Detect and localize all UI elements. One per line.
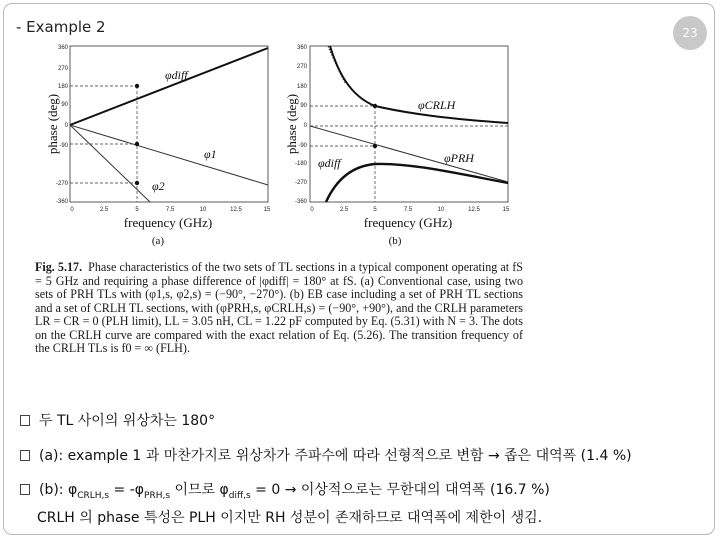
panel-a-phi-diff-curve (70, 48, 268, 125)
panel-b-ytick: 270 (296, 64, 307, 70)
panel-a-ytick: -270 (55, 181, 68, 187)
panel-b-label-phi-diff: φdiff (318, 156, 341, 170)
panel-a-ytick: 180 (57, 84, 68, 90)
panel-b-label-phi-prh: φPRH (444, 151, 474, 165)
panel-a-label-phi2: φ2 (152, 179, 165, 193)
panel-a-dot (135, 142, 139, 146)
panel-a-xtick: 12.5 (230, 207, 242, 213)
panel-b-xtick: 2.5 (339, 207, 349, 213)
panel-b-sublabel: (b) (388, 235, 402, 247)
panel-b-phi-prh-curve (310, 126, 508, 182)
panel-b-ytick: 90 (300, 103, 307, 109)
bullet-text: 두 TL 사이의 위상차는 180° (39, 413, 216, 429)
panel-a-ytick: -360 (55, 199, 68, 205)
panel-a-xtick: 10 (199, 207, 207, 213)
panel-a-xtick: 0 (70, 207, 74, 213)
panel-a-dot (135, 181, 139, 185)
panel-a-xlabel: frequency (GHz) (123, 215, 213, 230)
panel-a-xtick: 15 (263, 207, 271, 213)
panel-a-ytick: 0 (64, 123, 68, 129)
panel-b-ytick: 360 (296, 45, 307, 51)
panel-a-phi2-curve (70, 125, 150, 202)
bullet-text: (a): example 1 과 마찬가지로 위상차가 주파수에 따라 선형적으로 변함 → 좁은 대역폭 (1.4 %) (39, 448, 632, 464)
figure-caption (35, 261, 523, 356)
checkbox-bullet-icon (20, 415, 30, 426)
panel-a (45, 45, 271, 247)
panel-b-ytick: -360 (294, 199, 307, 205)
bullet-text-part: = -φ (109, 482, 145, 498)
bullet-text-part: = 0 → 이상적으로는 무한대의 대역폭 (16.7 %) (250, 482, 550, 498)
bullet-text-part: 이므로 φ (170, 482, 229, 498)
panel-b-xtick: 0 (310, 207, 314, 213)
panel-a-xtick: 7.5 (165, 207, 175, 213)
panel-b-xtick: 10 (437, 207, 445, 213)
page-number-badge: 23 (673, 16, 707, 50)
panel-a-label-phi1: φ1 (204, 147, 217, 161)
panel-b-ytick: -180 (294, 161, 307, 167)
panel-b-ytick: 180 (296, 84, 307, 90)
bullet-text (39, 479, 550, 501)
bullet-item (20, 445, 632, 465)
panel-a-ytick: -90 (59, 143, 68, 149)
panel-b-dot (373, 104, 377, 108)
panel-a-phi1-curve (70, 125, 268, 185)
figure-caption-label: Fig. 5.17. (35, 260, 83, 274)
bullet-text-part: (b): φ (39, 482, 78, 498)
bullet-subscript: diff,s (228, 490, 251, 501)
panel-a-xtick: 2.5 (99, 207, 109, 213)
panel-b-xtick: 5 (373, 207, 377, 213)
phase-characteristics-figure (0, 0, 720, 260)
bullet-item (20, 479, 550, 501)
bullet-subscript: CRLH,s (77, 490, 110, 501)
panel-b-label-phi-crlh: φCRLH (418, 98, 456, 112)
panel-b-xtick: 12.5 (468, 207, 480, 213)
panel-b-ytick: -270 (294, 180, 307, 186)
panel-a-sublabel: (a) (151, 235, 165, 247)
panel-a-label-phi-diff: φdiff (165, 68, 188, 82)
panel-b-phi-diff-curve (326, 164, 508, 202)
panel-a-ytick: 360 (57, 45, 68, 51)
panel-b-dot (373, 144, 377, 148)
panel-b-xtick: 7.5 (403, 207, 413, 213)
panel-b (284, 45, 510, 247)
panel-a-ytick: 270 (57, 66, 68, 72)
panel-b-ytick: 0 (303, 123, 307, 129)
bullet-subscript: PRH,s (144, 490, 171, 501)
panel-a-ylabel: phase (deg) (45, 93, 60, 155)
checkbox-bullet-icon (20, 484, 30, 495)
figure-caption-text: Phase characteristics of the two sets of TL sections in a typical component operating at fS = 5 GHz and requiring a phase difference of |φdiff| = 180° at fS. (a) Conventional case, using two sets of PRH TLs with (φ1,s, φ2,s) = (−90°, −270°). (b) EB case including a set of PRH TL sections and a set of CRLH TL sections, with (φPRH,s, φCRLH,s) = (−90°, +90°), and the CRLH parameters LR = CR = 0 (PLH limit), LL = 3.05 nH, CL = 1.22 pF computed by Eq. (5.31) with N = 3. The dots on the CRLH curve are compared with the exact relation of Eq. (5.26). The transition frequency of the CRLH TLs is f0 = ∞ (FLH). (35, 260, 524, 355)
panel-a-xtick: 5 (135, 207, 139, 213)
panel-b-xtick: 15 (502, 207, 510, 213)
bullet-continuation: CRLH 의 phase 특성은 PLH 이지만 RH 성분이 존재하므로 대역폭에 제한이 생김. (37, 510, 543, 526)
panel-a-dot (135, 84, 139, 88)
panel-b-ytick: -90 (298, 143, 307, 149)
panel-b-ylabel: phase (deg) (284, 93, 299, 155)
checkbox-bullet-icon (20, 450, 30, 461)
panel-b-xlabel: frequency (GHz) (363, 215, 453, 230)
bullet-item (20, 410, 215, 430)
slide-title: - Example 2 (16, 18, 106, 36)
panel-a-ytick: 90 (61, 102, 68, 108)
